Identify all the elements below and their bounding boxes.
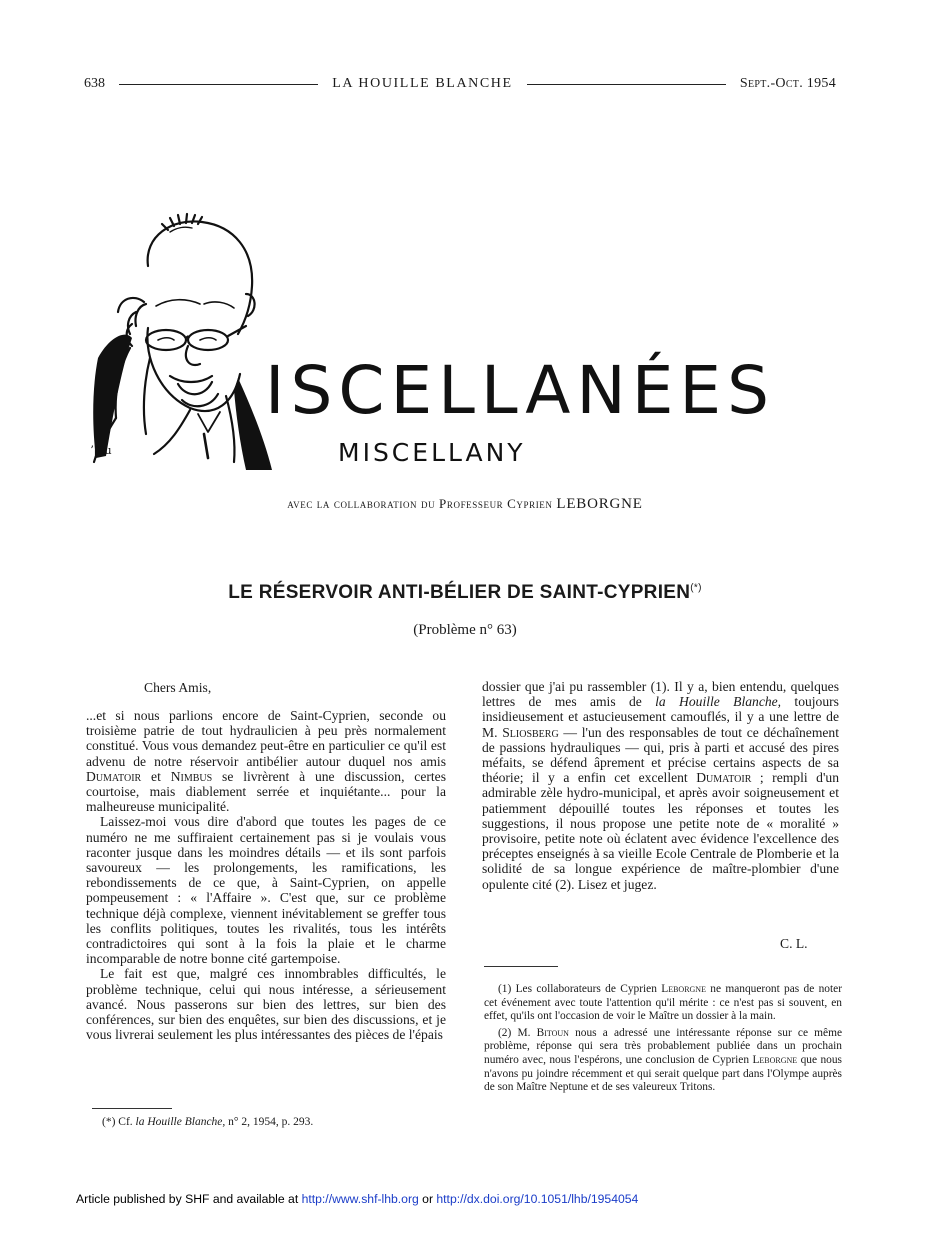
text-run: et [141,768,171,784]
person-name: Leborgne [752,1053,798,1066]
footnote-1 [484,983,842,1024]
professor-caricature-illustration [86,208,276,470]
footnote-rule [484,966,558,967]
text-run: dossier que j'ai pu rassembler (1). Il y a, bien entendu, quelques lettres de mes amis de [482,679,839,710]
person-name: Leborgne [661,983,706,995]
text-run: nous a adressé une intéressante réponse sur ce même problème, réponse qui sera très probablement publiée dans un prochain numéro avec, nous l'espérons, une conclusion de Cyprien [484,1026,843,1066]
text-run: (2) M. [498,1026,537,1039]
paragraph: Le fait est que, malgré ces innombrables difficultés, le problème technique, celui qui nous intéresse, a sérieusement avancé. Nous passerons sur bien des lettres, sur bien des conférences, sur bien des enquêtes, sur bien des discussions, et je vous livrerai seulement les plus intéressantes des pièces de l'épais [86,966,446,1043]
person-name: Nimbus [170,768,213,784]
right-column [482,679,839,892]
text-run: (1) Les collaborateurs de Cyprien [498,983,662,995]
text-run: toujours insidieusement et astucieusement camouflés, il y a une lettre de M. [482,694,839,740]
text-run: ...et si nous parlions encore de Saint-Cyprien, seconde ou troisième patrie de tout hydraulicien à peu près normalement constitué. Vous vous demandez peut-être en particulier ce qu'il est advenu de notre réservoir antibélier autour duquel nos amis [86,708,446,769]
person-name: Dumatoir [696,770,752,786]
page-number: 638 [84,76,105,91]
salutation: Chers Amis, [144,680,212,695]
article-title [0,582,930,604]
text-run: n° 2, 1954, p. 293. [225,1116,314,1128]
footnote-2 [484,1027,842,1095]
article-title-text: LE RÉSERVOIR ANTI-BÉLIER DE SAINT-CYPRIEN [228,582,691,603]
footnote-mark: (*) [102,1116,116,1128]
notice-text: Article published by SHF and available at [76,1192,302,1206]
notice-text: or [418,1192,437,1206]
left-column [86,708,446,1042]
masthead-subtitle: MISCELLANY [338,438,526,467]
footnotes-right [484,983,842,1098]
paragraph: Laissez-moi vous dire d'abord que toutes les pages de ce numéro ne me suffiraient certainement pas si je voulais vous raconter jusque dans les moindres détails — et ils sont parfois savoureux — les prolongements, les ramifications, les rebondissements de ce que, à Saint-Cyprien, on appelle pompeusement : « l'Affaire ». C'est que, sur ce problème technique déjà complexe, viennent inévitablement se greffer tous les conflits politiques, toutes les rivalités, tous les intérêts contradictoires qui sont à la fois la plaie et le charme incomparable de notre bonne cité gartempoise. [86,814,446,967]
text-run: se livrèrent à une discussion, certes courtoise, mais diablement serrée et inquiétante... pour la malheureuse municipalité. [86,768,446,815]
running-header [84,74,836,94]
journal-title: la Houille Blanche, [135,1116,226,1128]
text-run: que nous n'avons pu joindre récemment et qui serait quelque part dans l'Olympe auprès de son Maître Neptune et de ses valeureux Tritons. [484,1053,842,1094]
person-name: Dumatoir [86,768,142,784]
masthead-title: ISCELLANÉES [265,352,776,429]
issue-date: Sept.-Oct. 1954 [739,76,837,91]
text-run: Cf. [118,1116,136,1128]
shf-link[interactable]: http://www.shf-lhb.org [301,1192,419,1206]
person-name: Sliosberg [502,724,559,740]
paragraph [86,708,446,814]
collaboration-line [0,496,930,513]
title-footnote-mark: (*) [690,582,702,594]
publication-notice [76,1192,638,1206]
footnote-star [102,1116,313,1128]
header-rule-left [119,84,318,85]
paragraph [482,679,839,892]
person-name: Bitoun [536,1026,569,1039]
text-run: — l'un des responsables de tout ce déchaînement de passions hydrauliques — qui, pris à parti et accusé des pires méfaits, se défend âprement et précise certains aspects de sa théorie; il y a enfin cet excellent [482,724,839,786]
collaborator-name: LEBORGNE [556,496,643,512]
doi-link[interactable]: http://dx.doi.org/10.1051/lhb/1954054 [436,1192,639,1206]
collaboration-prefix: avec la collaboration du Professeur Cyprien [287,496,553,511]
text-run: ; rempli d'un admirable zèle hydro-municipal, et après avoir soigneusement et patiemment dépouillé toutes les réponses et toutes les suggestions, il nous propose une petite note de « moralité » provisoire, petite note où éclatent avec évidence l'excellence des préceptes enseignés à sa vieille Ecole Centrale de Plomberie et la solidité de sa longue expérience de maître-plombier d'une opulente cité (2). Lisez et jugez. [482,770,839,892]
header-rule-right [527,84,726,85]
text-run: ne manqueront pas de noter cet événement avec toute l'attention qu'il mérite : ce n'est pas si souvent, en effet, qu'ils ont l'occasion de voir le Maître un dossier à la main. [484,983,843,1023]
journal-title: la Houille Blanche, [655,694,782,710]
artist-signature: ʼ|Lu [90,444,112,457]
journal-name: LA HOUILLE BLANCHE [332,76,513,91]
problem-number: (Problème n° 63) [413,622,517,638]
footnote-rule [92,1108,172,1109]
signature: C. L. [780,936,808,951]
